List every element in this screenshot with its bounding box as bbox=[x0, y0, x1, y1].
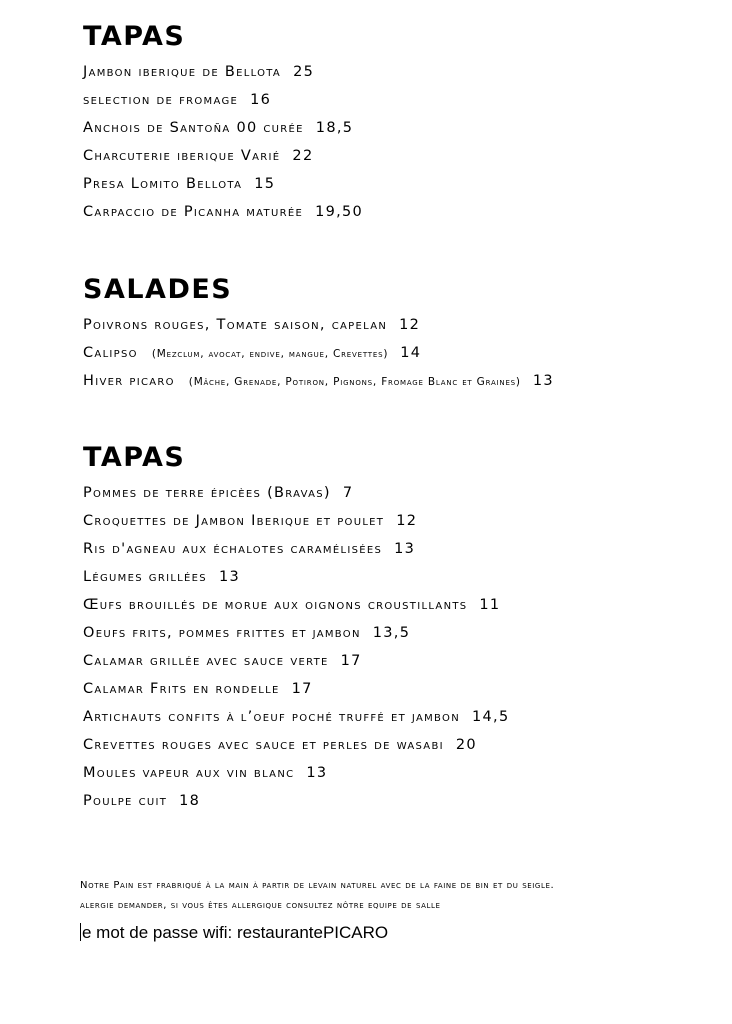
menu-item-price: 13,5 bbox=[372, 625, 411, 641]
menu-item bbox=[83, 703, 509, 731]
menu-item bbox=[83, 535, 509, 563]
menu-item bbox=[83, 619, 509, 647]
menu-item-name: Oeufs frits, pommes frittes et jambon bbox=[83, 625, 361, 641]
menu-item-name: selection de fromage bbox=[83, 92, 239, 108]
tapas-section-1 bbox=[83, 22, 363, 226]
menu-item bbox=[83, 114, 363, 142]
menu-item-name: Anchois de Santoña 00 curée bbox=[83, 120, 304, 136]
menu-item-name: Légumes grillées bbox=[83, 569, 207, 585]
menu-item-price: 13 bbox=[394, 541, 416, 557]
menu-item-name: Pommes de terre épicèes (Bravas) bbox=[83, 485, 331, 501]
menu-item-price: 7 bbox=[342, 485, 354, 501]
menu-item-price: 15 bbox=[254, 176, 276, 192]
menu-item-price: 19,50 bbox=[315, 204, 364, 220]
menu-item-name: Artichauts confits à l’oeuf poché truffé et jambon bbox=[83, 709, 460, 725]
tapas-section-2 bbox=[83, 443, 509, 815]
menu-item-price: 25 bbox=[293, 64, 315, 80]
menu-item-price: 12 bbox=[396, 513, 418, 529]
menu-item-price: 13 bbox=[306, 765, 328, 781]
menu-item-price: 11 bbox=[479, 597, 501, 613]
menu-item-price: 18,5 bbox=[315, 120, 354, 136]
menu-item bbox=[83, 787, 509, 815]
menu-item-name: Poulpe cuit bbox=[83, 793, 168, 809]
wifi-password-text: e mot de passe wifi: restaurantePICARO bbox=[82, 923, 389, 942]
menu-item bbox=[83, 86, 363, 114]
menu-item-name: Jambon iberique de Bellota bbox=[83, 64, 282, 80]
tapas-1-list bbox=[83, 58, 363, 226]
menu-item-name: Calamar Frits en rondelle bbox=[83, 681, 280, 697]
menu-item-price: 13 bbox=[218, 569, 241, 585]
menu-item-name: Ris d'agneau aux échalotes caramélisées bbox=[83, 541, 383, 557]
menu-item bbox=[83, 759, 509, 787]
menu-item-price: 16 bbox=[250, 92, 272, 108]
menu-item-price: 22 bbox=[292, 148, 314, 164]
menu-item bbox=[83, 479, 509, 507]
menu-item-detail: (Mezclum, avocat, endive, mangue, Crevettes) bbox=[151, 348, 389, 360]
menu-item-price: 17 bbox=[291, 681, 313, 697]
menu-item-price: 20 bbox=[455, 737, 477, 753]
menu-item bbox=[83, 731, 509, 759]
bread-note: Notre Pain est frabriqué à la main à partir de levain naturel avec de la faine de bin et du seigle. bbox=[80, 880, 555, 891]
section-title-tapas: TAPAS bbox=[83, 21, 186, 52]
menu-item-name: Carpaccio de Picanha maturée bbox=[83, 204, 304, 220]
menu-item-name: Crevettes rouges avec sauce et perles de wasabi bbox=[83, 737, 444, 753]
menu-item-price: 14,5 bbox=[471, 709, 510, 725]
salades-list bbox=[83, 311, 554, 395]
menu-item-name: Œufs brouillés de morue aux oignons croustillants bbox=[83, 597, 468, 613]
menu-item-name: Presa Lomito Bellota bbox=[83, 176, 243, 192]
menu-item-price: 12 bbox=[399, 317, 421, 333]
menu-item-name: Calipso bbox=[83, 345, 138, 361]
menu-item-name: Charcuterie iberique Varié bbox=[83, 148, 281, 164]
menu-item bbox=[83, 142, 363, 170]
menu-item bbox=[83, 507, 509, 535]
salades-section bbox=[83, 275, 554, 395]
menu-item-name: Moules vapeur aux vin blanc bbox=[83, 765, 295, 781]
footer-notes bbox=[80, 876, 554, 946]
menu-item-name: Hiver picaro bbox=[83, 373, 175, 389]
menu-item bbox=[83, 675, 509, 703]
wifi-password-line bbox=[80, 920, 554, 946]
menu-item-name: Poivrons rouges, Tomate saison, capelan bbox=[83, 317, 388, 333]
menu-item-name: Croquettes de Jambon Iberique et poulet bbox=[83, 513, 385, 529]
menu-item-name: Calamar grillée avec sauce verte bbox=[83, 653, 329, 669]
menu-item-price: 18 bbox=[179, 793, 201, 809]
allergy-note: alergie demander, si vous êtes allergique consultez nôtre equipe de salle bbox=[80, 900, 441, 911]
tapas-2-list bbox=[83, 479, 509, 815]
menu-item bbox=[83, 311, 554, 339]
menu-item bbox=[83, 339, 554, 367]
menu-item bbox=[83, 58, 363, 86]
section-title-tapas-2: TAPAS bbox=[83, 442, 186, 473]
menu-item-price: 13 bbox=[532, 373, 554, 389]
menu-item bbox=[83, 198, 363, 226]
menu-item-price: 17 bbox=[340, 653, 362, 669]
menu-item bbox=[83, 170, 363, 198]
section-title-salades: SALADES bbox=[83, 274, 233, 305]
menu-item-price: 14 bbox=[400, 345, 422, 361]
menu-item bbox=[83, 647, 509, 675]
menu-item-detail: (Mâche, Grenade, Potiron, Pignons, Fromage Blanc et Graines) bbox=[188, 376, 521, 388]
text-cursor bbox=[80, 923, 81, 941]
menu-item bbox=[83, 367, 554, 395]
menu-item bbox=[83, 591, 509, 619]
menu-item bbox=[83, 563, 509, 591]
